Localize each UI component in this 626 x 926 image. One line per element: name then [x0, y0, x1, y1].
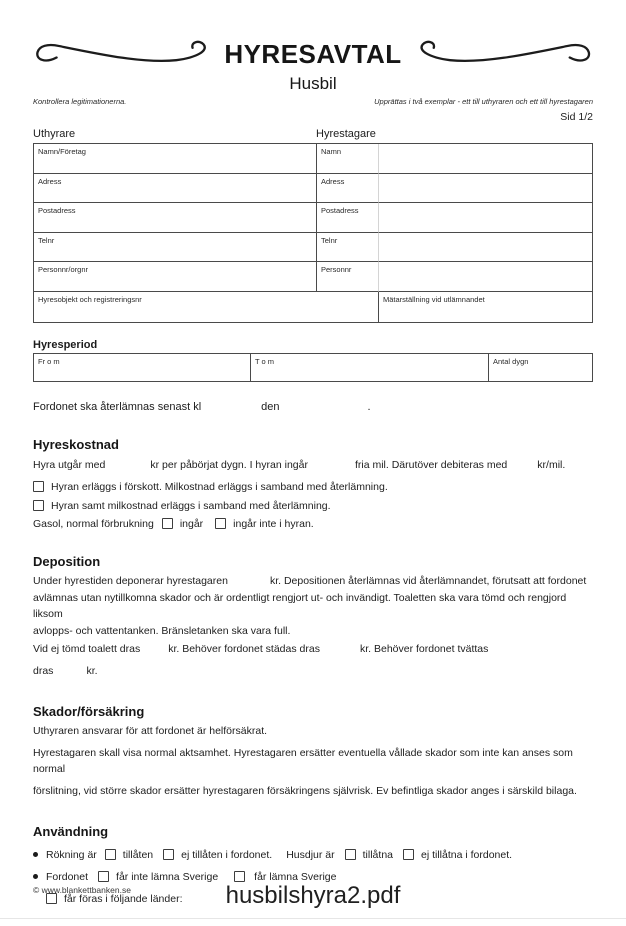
checkbox-far-inte-lamna-sverige[interactable]	[98, 871, 109, 882]
field-label: Adress	[38, 176, 62, 186]
deposit-line-4	[33, 642, 593, 658]
document-header	[33, 36, 593, 72]
bullet-icon	[33, 852, 38, 857]
blank-time-field	[201, 409, 261, 410]
field-uthyrare-telnr[interactable]	[34, 233, 317, 263]
field-hyrestagare-namn[interactable]	[317, 144, 379, 174]
field-label: Antal dygn	[493, 356, 529, 366]
field-uthyrare-adress[interactable]	[34, 174, 317, 204]
payment-option-row-1	[33, 481, 593, 493]
deposit-text: dras	[33, 665, 54, 678]
usage-option-label: ej tillåtna i fordonet.	[421, 848, 513, 861]
cost-text: Hyra utgår med	[33, 459, 106, 472]
deposit-line-5	[33, 664, 593, 680]
usage-option-label: tillåtna	[362, 848, 393, 861]
checkbox-husdjur-ej-tillatna[interactable]	[403, 849, 414, 860]
usage-option-label: får lämna Sverige	[254, 870, 337, 883]
field-hyrestagare-namn-area[interactable]	[379, 144, 592, 174]
deposit-text: Vid ej tömd toalett dras	[33, 642, 141, 655]
field-hyrestagare-adress-area[interactable]	[379, 174, 592, 204]
usage-text: Rökning är	[46, 848, 97, 861]
usage-option-label: tillåten	[122, 848, 154, 861]
field-label: Personnr	[321, 265, 352, 275]
damages-line-1: Uthyraren ansvarar för att fordonet är helförsäkrat.	[33, 724, 268, 737]
section-heading-deposition: Deposition	[33, 553, 101, 569]
field-label: Namn/Företag	[38, 147, 86, 156]
deposit-text: kr. Depositionen återlämnas vid återlämnandet, förutsatt att fordonet	[269, 574, 587, 587]
field-label: Postadress	[321, 206, 359, 216]
checkbox-gasol-ingar[interactable]	[162, 518, 173, 529]
field-label: Personnr/orgnr	[38, 265, 89, 275]
section-heading-hyreskostnad: Hyreskostnad	[33, 437, 119, 453]
field-label: Telnr	[38, 235, 55, 245]
flourish-left-icon	[33, 39, 214, 69]
payment-option-row-2	[33, 500, 593, 512]
field-label: T o m	[255, 356, 275, 366]
return-deadline-line	[33, 401, 593, 413]
gasol-option-label: ingår inte i hyran.	[233, 517, 314, 530]
party-headers	[33, 128, 593, 140]
field-hyrestagare-postadress-area[interactable]	[379, 203, 592, 233]
deposit-line-2: avlämnas utan nytillkomna skador och är ordentligt rengjort ut- och invändigt. Toaletten ska vara tömd och rengjord liksom	[33, 592, 567, 620]
deposit-line-1	[33, 574, 593, 590]
pdf-page	[0, 36, 626, 926]
field-hyresobjekt[interactable]	[34, 292, 379, 322]
field-label: Fr o m	[38, 356, 60, 366]
cost-line	[33, 458, 593, 474]
field-hyrestagare-telnr[interactable]	[317, 233, 379, 263]
field-matarstallning[interactable]	[379, 292, 592, 322]
usage-row-smoking-pets	[33, 849, 593, 861]
deposit-line-3: avlopps- och vattentanken. Bränsletanken ska vara full.	[33, 625, 291, 638]
copyright-notice: © www.blankettbanken.se	[33, 885, 131, 895]
deposit-text: kr. Behöver fordonet tvättas	[359, 642, 489, 655]
field-label: Adress	[321, 176, 345, 186]
field-uthyrare-personnr[interactable]	[34, 262, 317, 292]
usage-option-label: får föras i följande länder:	[64, 892, 183, 905]
deposit-text: Under hyrestiden deponerar hyrestagaren	[33, 574, 228, 587]
gasol-row	[33, 518, 593, 530]
damages-line-3: förslitning, vid större skador ersätter hyrestagaren försäkringens självrisk. Ev befintliga skador anges i särskild bilaga.	[33, 785, 577, 798]
blank-toilet-fee	[140, 651, 168, 652]
tenant-header: Hyrestagare	[316, 128, 376, 140]
flourish-right-icon	[412, 39, 593, 69]
document-title: HYRESAVTAL	[224, 38, 402, 69]
parties-table	[33, 143, 593, 323]
note-copies: Upprättas i två exemplar - ett till uthyraren och ett till hyrestagaren	[374, 97, 593, 106]
field-label: Hyresobjekt och registreringsnr	[38, 294, 142, 304]
landlord-header: Uthyrare	[33, 128, 76, 140]
blank-amount-per-day	[105, 467, 150, 468]
cost-text: fria mil. Därutöver debiteras med	[354, 459, 508, 472]
deposit-text: kr. Behöver fordonet städas dras	[168, 642, 320, 655]
field-label: Mätarställning vid utlämnandet	[383, 294, 485, 304]
field-hyrestagare-telnr-area[interactable]	[379, 233, 592, 263]
document-subtitle: Husbil	[289, 74, 337, 93]
usage-text: Husdjur är	[286, 848, 335, 861]
bullet-icon	[33, 874, 38, 879]
checkbox-husdjur-tillatna[interactable]	[345, 849, 356, 860]
blank-date-field	[280, 409, 368, 410]
deposit-text: kr.	[86, 665, 98, 678]
checkbox-far-lamna-sverige[interactable]	[234, 871, 245, 882]
return-text: Fordonet ska återlämnas senast kl	[33, 401, 202, 414]
field-uthyrare-postadress[interactable]	[34, 203, 317, 233]
pdf-filename: husbilshyra2.pdf	[225, 882, 401, 909]
period-table	[33, 353, 593, 383]
field-hyrestagare-adress[interactable]	[317, 174, 379, 204]
checkbox-label: Hyran samt milkostnad erläggs i samband med återlämning.	[51, 499, 331, 512]
blank-deposit-amount	[228, 583, 270, 584]
field-hyrestagare-personnr-area[interactable]	[379, 262, 592, 292]
usage-option-label: får inte lämna Sverige	[116, 870, 219, 883]
checkbox-gasol-ingar-inte[interactable]	[215, 518, 226, 529]
return-text-den: den	[261, 401, 280, 414]
bottom-divider	[0, 918, 626, 919]
field-tom[interactable]	[251, 354, 489, 382]
gasol-prefix: Gasol, normal förbrukning	[33, 517, 154, 530]
section-heading-anvandning: Användning	[33, 823, 109, 839]
checkbox-hyran-samt-milkostnad[interactable]	[33, 500, 44, 511]
section-heading-skador: Skador/försäkring	[33, 703, 145, 719]
field-label: Postadress	[38, 206, 76, 216]
field-label: Telnr	[321, 235, 338, 245]
field-uthyrare-namn[interactable]	[34, 144, 317, 174]
field-hyrestagare-postadress[interactable]	[317, 203, 379, 233]
cost-text: kr/mil.	[537, 459, 566, 472]
note-check-id: Kontrollera legitimationerna.	[33, 97, 127, 106]
header-notes	[33, 97, 593, 106]
field-hyrestagare-personnr[interactable]	[317, 262, 379, 292]
field-from[interactable]	[34, 354, 251, 382]
field-antal-dygn[interactable]	[489, 354, 592, 382]
blank-cleaning-fee	[320, 651, 360, 652]
field-label: Namn	[321, 147, 342, 156]
checkbox-rokning-ej-tillaten[interactable]	[163, 849, 174, 860]
blank-free-miles	[308, 467, 355, 468]
gasol-option-label: ingår	[179, 517, 204, 530]
checkbox-hyran-forskott[interactable]	[33, 481, 44, 492]
damages-line-2: Hyrestagaren skall visa normal aktsamhet. Hyrestagaren ersätter eventuella vållade skador som inte kan anses som normal	[33, 747, 573, 775]
blank-wash-fee	[53, 673, 86, 674]
cost-text: kr per påbörjat dygn. I hyran ingår	[150, 459, 308, 472]
blank-rate-per-mile	[507, 467, 537, 468]
checkbox-rokning-tillaten[interactable]	[105, 849, 116, 860]
usage-row-sweden	[33, 871, 593, 883]
checkbox-label: Hyran erläggs i förskott. Milkostnad erläggs i samband med återlämning.	[51, 480, 388, 493]
usage-option-label: ej tillåten i fordonet.	[181, 848, 273, 861]
page-indicator: Sid 1/2	[560, 111, 593, 123]
usage-text: Fordonet	[46, 870, 89, 883]
section-heading-hyresperiod: Hyresperiod	[33, 338, 98, 351]
return-text-period: .	[367, 401, 371, 414]
